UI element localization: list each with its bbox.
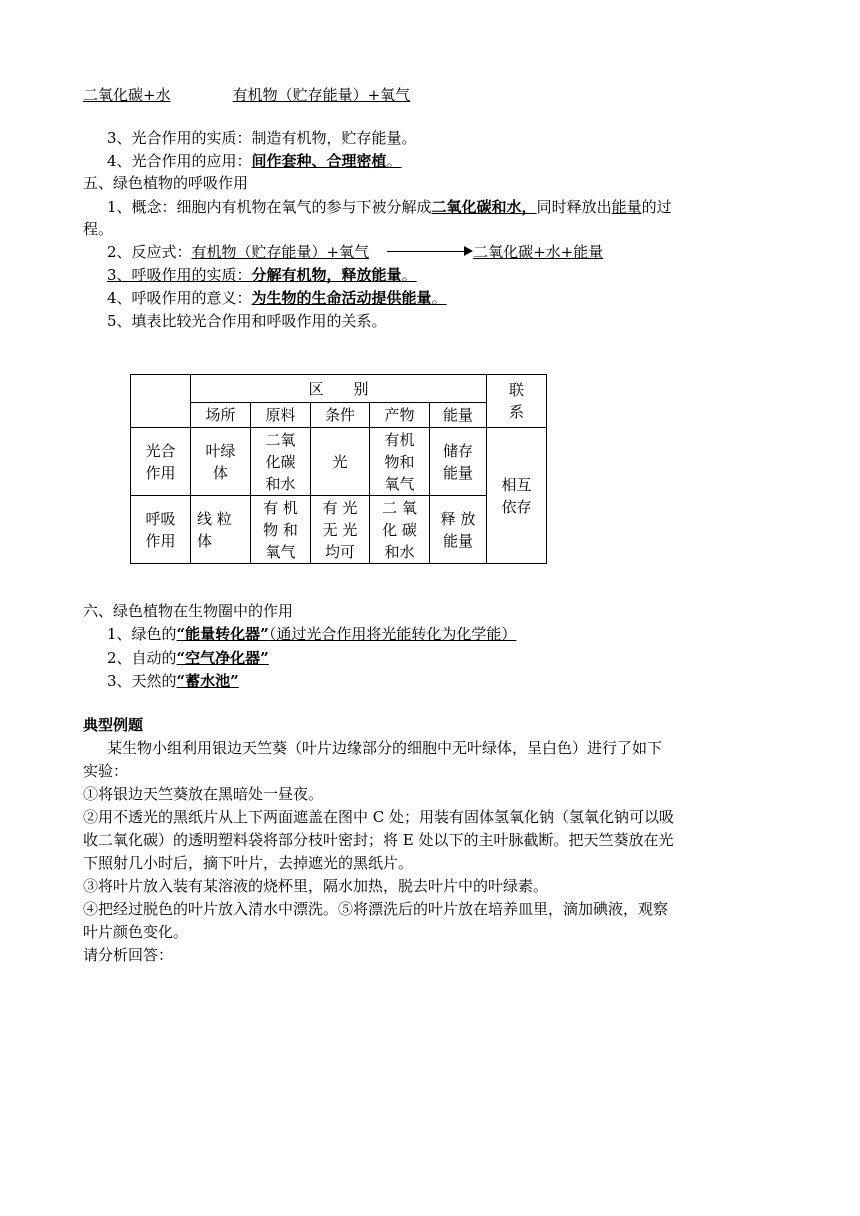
- cell-line: 体: [197, 531, 213, 550]
- answer-text: 二氧化碳和水，: [431, 198, 537, 216]
- cell-line: 和水: [384, 542, 415, 561]
- example-intro: 某生物小组利用银边天竺葵（叶片边缘部分的细胞中无叶绿体，呈白色）进行了如下: [107, 739, 663, 757]
- cell-line: 释 放: [440, 509, 476, 528]
- answer-note: （通过光合作用将光能转化为化学能）: [268, 625, 517, 643]
- relation-header: [487, 375, 547, 428]
- cell-line: 能量: [443, 531, 474, 550]
- table-row-respiration: [131, 496, 547, 564]
- row-label: [131, 496, 191, 564]
- table-column-row: [131, 403, 547, 428]
- answer-text: “空气净化器”: [176, 649, 269, 667]
- table-cell: [430, 496, 487, 564]
- table-cell: [191, 428, 251, 496]
- cell-line: 化 碳: [382, 520, 417, 539]
- table-intro: 5、填表比较光合作用和呼吸作用的关系。: [107, 312, 387, 330]
- corner-cell: [131, 375, 191, 428]
- plant-role-water: [107, 670, 239, 692]
- answer-text: “能量转化器”: [176, 625, 269, 643]
- table-cell: [370, 428, 430, 496]
- respiration-concept-wrap: 程。: [83, 220, 114, 238]
- example-step-2-wrap: 下照射几小时后，摘下叶片，去掉遮光的黑纸片。: [83, 854, 414, 872]
- example-step-3: ③将叶片放入装有某溶液的烧杯里，隔水加热，脱去叶片中的叶绿素。: [83, 877, 549, 895]
- cell-line: 化碳: [265, 452, 296, 471]
- punctuation: 。: [386, 152, 402, 170]
- table-cell: [311, 496, 370, 564]
- table-cell: [251, 428, 311, 496]
- formula-reactants: 二氧化碳+水: [83, 86, 171, 104]
- item-label: 1、绿色的: [107, 625, 177, 643]
- relation-header-line: 联: [509, 381, 525, 399]
- section-heading: 六、绿色植物在生物圈中的作用: [83, 602, 294, 620]
- respiration-meaning: [107, 287, 455, 309]
- cell-line: 物和: [384, 452, 415, 471]
- plant-role-energy: [107, 623, 524, 645]
- equation-left: 有机物（贮存能量）+氧气: [191, 243, 370, 261]
- respiration-essence: [107, 264, 425, 286]
- equation-arrow: [369, 241, 473, 259]
- cell-line: 储存: [443, 441, 474, 460]
- item-text: 1、概念：细胞内有机物在氧气的参与下被分解成: [107, 198, 432, 216]
- photosynthesis-application: [107, 150, 410, 172]
- table-header-row: [131, 375, 547, 403]
- cell-line: 有 光: [322, 498, 358, 517]
- cell-line: 光合: [145, 441, 176, 460]
- example-step-1: ①将银边天竺葵放在黑暗处一昼夜。: [83, 785, 324, 803]
- photosynthesis-formula: [83, 84, 410, 106]
- respiration-equation: [107, 241, 603, 263]
- cell-line: 有机: [384, 430, 415, 449]
- item-label: 4、光合作用的应用：: [107, 152, 252, 170]
- cell-line: 均可: [324, 542, 355, 561]
- answer-text: “蓄水池”: [176, 672, 239, 690]
- answer-text: 分解有机物，释放能量: [251, 266, 402, 284]
- punctuation: 。: [401, 266, 417, 284]
- column-header: 条件: [311, 403, 370, 428]
- cell-line: 和水: [265, 474, 296, 493]
- column-header: 原料: [251, 403, 311, 428]
- cell-line: 物 和: [263, 520, 298, 539]
- cell-line: 相互: [501, 475, 532, 494]
- relation-header-line: 系: [509, 403, 525, 421]
- difference-header: 区 别: [191, 375, 487, 403]
- item-text: 的过: [641, 198, 672, 216]
- table-cell: [370, 496, 430, 564]
- table-row-photosynthesis: [131, 428, 547, 496]
- answer-text: 间作套种、合理密植: [251, 152, 387, 170]
- item-label: 3、呼吸作用的实质：: [107, 266, 252, 284]
- relation-cell: [487, 428, 547, 564]
- photosynthesis-essence: [107, 127, 417, 149]
- table-cell: 光: [311, 428, 370, 496]
- item-label: 2、自动的: [107, 649, 177, 667]
- cell-line: 呼吸: [145, 509, 176, 528]
- answer-text: 能量: [611, 198, 642, 216]
- table-cell: [430, 428, 487, 496]
- item-label: 2、反应式：: [107, 243, 192, 261]
- cell-line: 线 粒: [197, 509, 232, 528]
- item-text: 同时释放出: [536, 198, 612, 216]
- row-label: [131, 428, 191, 496]
- item-text: 制造有机物，贮存能量。: [251, 129, 417, 147]
- item-label: 3、天然的: [107, 672, 177, 690]
- cell-line: 有 机: [263, 498, 298, 517]
- example-intro-wrap: 实验：: [83, 762, 129, 780]
- comparison-table: [130, 374, 547, 564]
- example-question: 请分析回答：: [83, 946, 174, 964]
- cell-line: 作用: [145, 531, 176, 550]
- answer-text: 为生物的生命活动提供能量: [251, 289, 432, 307]
- column-header: 产物: [370, 403, 430, 428]
- cell-line: 二氧: [265, 430, 296, 449]
- plant-role-air: [107, 647, 275, 669]
- cell-line: 氧气: [265, 542, 296, 561]
- cell-line: 叶绿: [205, 441, 236, 460]
- example-heading: 典型例题: [83, 716, 144, 734]
- cell-line: 作用: [145, 463, 176, 482]
- equation-right: 二氧化碳+水+能量: [473, 243, 604, 261]
- cell-line: 二 氧: [382, 498, 417, 517]
- cell-line: 依存: [501, 497, 532, 516]
- column-header: 场所: [191, 403, 251, 428]
- item-label: 4、呼吸作用的意义：: [107, 289, 252, 307]
- item-label: 3、光合作用的实质：: [107, 129, 252, 147]
- example-step-2: ②用不透光的黑纸片从上下两面遮盖在图中 C 处；用装有固体氢氧化钠（氢氧化钠可以吸: [83, 808, 675, 826]
- punctuation: 。: [431, 289, 447, 307]
- example-step-2-wrap: 收二氧化碳）的透明塑料袋将部分枝叶密封；将 E 处以下的主叶脉截断。把天竺葵放在光: [83, 831, 674, 849]
- cell-line: 体: [212, 463, 228, 482]
- formula-products: 有机物（贮存能量）+氧气: [232, 86, 411, 104]
- example-step-4: ④把经过脱色的叶片放入清水中漂洗。⑤将漂洗后的叶片放在培养皿里，滴加碘液，观察: [83, 900, 669, 918]
- table-cell: [191, 496, 251, 564]
- cell-line: 能量: [443, 463, 474, 482]
- respiration-concept: [107, 196, 672, 218]
- table-cell: [251, 496, 311, 564]
- section-heading: 五、绿色植物的呼吸作用: [83, 174, 249, 192]
- cell-line: 无 光: [322, 520, 358, 539]
- example-step-4-wrap: 叶片颜色变化。: [83, 923, 189, 941]
- column-header: 能量: [430, 403, 487, 428]
- cell-line: 氧气: [384, 474, 415, 493]
